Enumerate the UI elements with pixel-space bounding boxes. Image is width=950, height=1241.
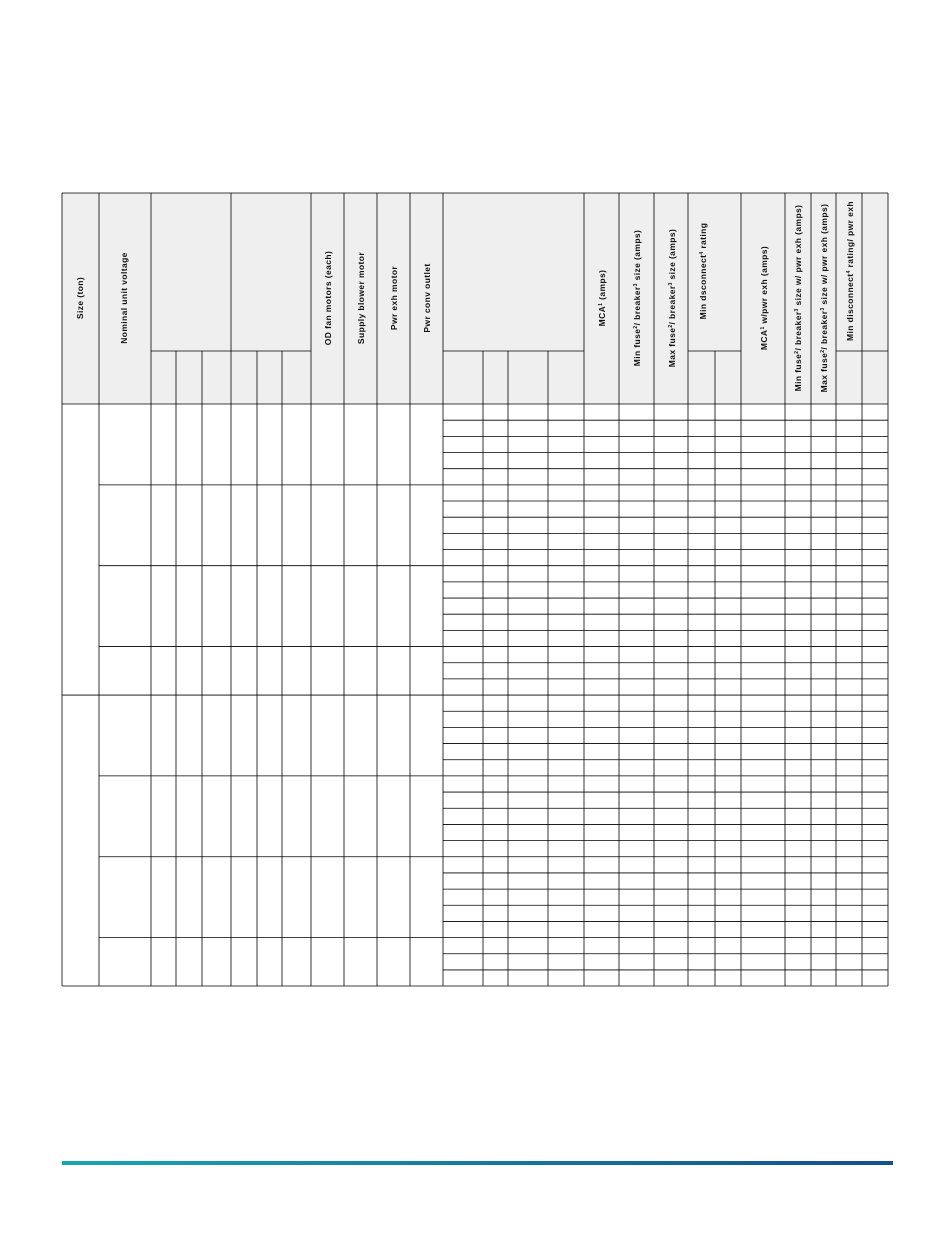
header-od-fan-motors: OD fan motors (each) xyxy=(323,250,333,346)
header-nominal-voltage: Nominal unit voltage xyxy=(119,252,129,344)
header-max-fuse-breaker: Max fuse$^2$/ breaker$^3$ size (amps) xyxy=(667,228,677,368)
header-supply-blower-motor: Supply blower motor xyxy=(356,251,366,345)
footer-rule xyxy=(62,1161,893,1165)
header-min-fuse-with-pwr-exh: Min fuse$^2$/ breaker$^3$ size w/ pwr exh (amps) xyxy=(793,204,803,392)
header-mca-with-pwr-exh: MCA$^1$ w/pwr exh (amps) xyxy=(759,245,769,351)
header-size: Size (ton) xyxy=(75,276,85,320)
header-min-disconnect-rating: Min dsconnect$^4$ rating xyxy=(698,222,708,320)
header-min-disconnect-pwr-exh: Min disconnect$^4$ rating/ pwr exh xyxy=(845,201,855,341)
header-pwr-exh-motor: Pwr exh motor xyxy=(389,265,399,331)
header-mca: MCA$^1$ (amps) xyxy=(597,269,607,327)
header-min-fuse-breaker: Min fuse$^2$/ breaker$^3$ size (amps) xyxy=(632,229,642,367)
header-max-fuse-with-pwr-exh: Max fuse$^2$/ breaker$^3$ size w/ pwr exh (amps) xyxy=(819,203,829,393)
header-pwr-conv-outlet: Pwr conv outlet xyxy=(422,263,432,333)
